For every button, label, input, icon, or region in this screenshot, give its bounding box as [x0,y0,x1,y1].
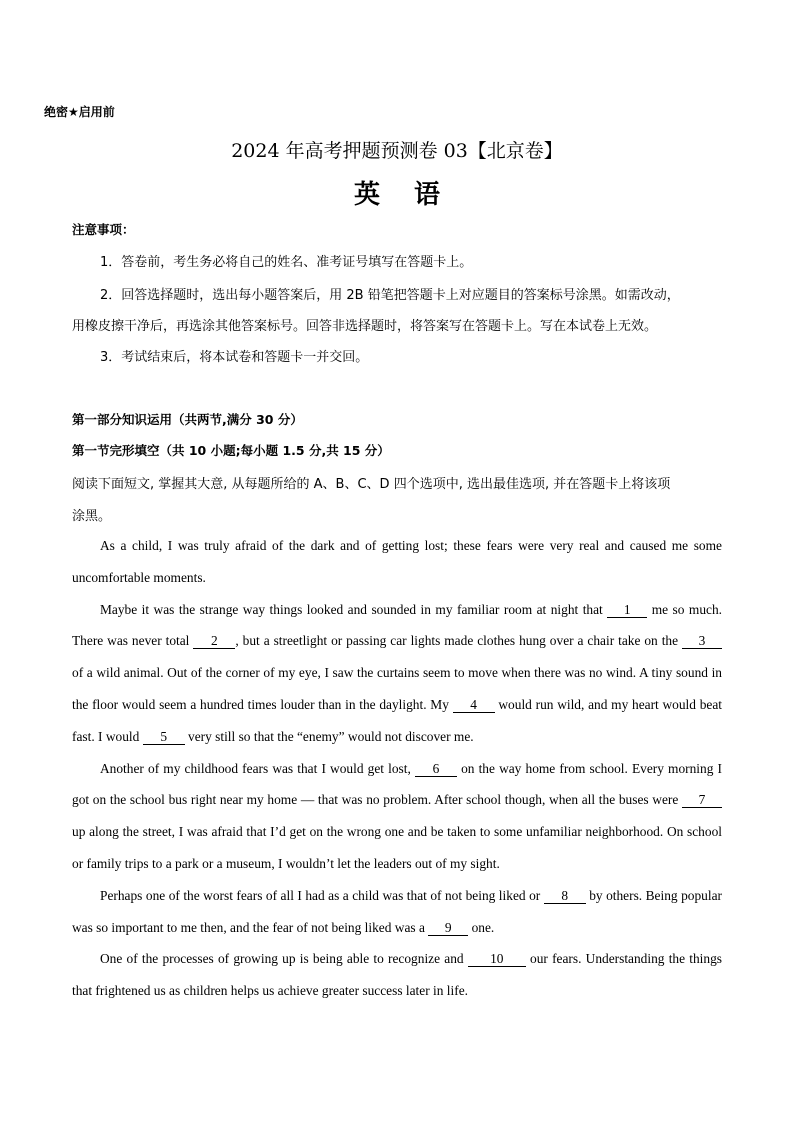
paragraph: As a child, I was truly afraid of the dark and of getting lost; these fears were very real and caused me some uncomfortable moments. [72,538,722,585]
blank-7: 7 [682,793,722,808]
blank-9: 9 [428,921,468,936]
part-heading: 第一部分知识运用（共两节,满分 30 分） [72,412,303,427]
blank-5: 5 [143,730,185,745]
notice-item-3: 3．考试结束后，将本试卷和答题卡一并交回。 [100,350,369,365]
notice-item-1: 1．答卷前，考生务必将自己的姓名、准考证号填写在答题卡上。 [100,255,473,270]
notice-item-2-cont: 用橡皮擦干净后，再选涂其他答案标号。回答非选择题时，将答案写在答题卡上。写在本试卷上无效。 [72,319,658,334]
paragraph: One of the processes of growing up is being able to recognize and 10 our fears. Understanding the things that frightened us as children helps us achieve greater success later in life. [72,951,723,999]
paragraph: Perhaps one of the worst fears of all I had as a child was that of not being liked or 8 by others. Being popular was so important to me then, and the fear of not being liked was a 9 one. [72,887,722,935]
blank-4: 4 [453,698,495,713]
blank-2: 2 [193,634,235,649]
section-heading: 第一节完形填空（共 10 小题;每小题 1.5 分,共 15 分） [72,443,390,458]
blank-10: 10 [468,952,526,967]
blank-1: 1 [607,603,647,618]
page-title: 2024 年高考押题预测卷 03【北京卷】 [231,140,563,162]
notice-item-2: 2．回答选择题时，选出每小题答案后，用 2B 铅笔把答题卡上对应题目的答案标号涂黑。如需改动， [100,288,680,303]
instruction-line: 阅读下面短文, 掌握其大意, 从每题所给的 A、B、C、D 四个选项中, 选出最佳选项, 并在答题卡上将该项 [72,477,671,492]
blank-3: 3 [682,634,722,649]
passage [72,530,722,1007]
paragraph: Maybe it was the strange way things looked and sounded in my familiar room at night that 1 me so much. There was never total 2 , but a streetlight or passing car lights made clothes hung over a chair take on the 3 of a wild animal. Out of the corner of my eye, I saw the curtains seem to move when there was no wind. A tiny sound in the floor would seem a hundred times louder than in the daylight. My 4 would run wild, and my heart would beat fast. I would 5 very still so that the “enemy” would not discover me. [72,601,723,744]
paragraph: Another of my childhood fears was that I would get lost, 6 on the way home from school. Every morning I got on the school bus right near my home — that was no problem. After school though, when all the buses were 7 up along the street, I was afraid that I’d get on the wrong one and be taken to some unfamiliar neighborhood. On school or family trips to a park or a museum, I wouldn’t let the leaders out of my sight. [72,760,722,871]
subject-title: 英语 [353,180,474,210]
blank-8: 8 [544,889,586,904]
blank-6: 6 [415,762,457,777]
instruction-line: 涂黑。 [72,509,112,524]
notice-heading: 注意事项： [72,222,135,237]
confidential-mark: 绝密★启用前 [44,105,115,119]
